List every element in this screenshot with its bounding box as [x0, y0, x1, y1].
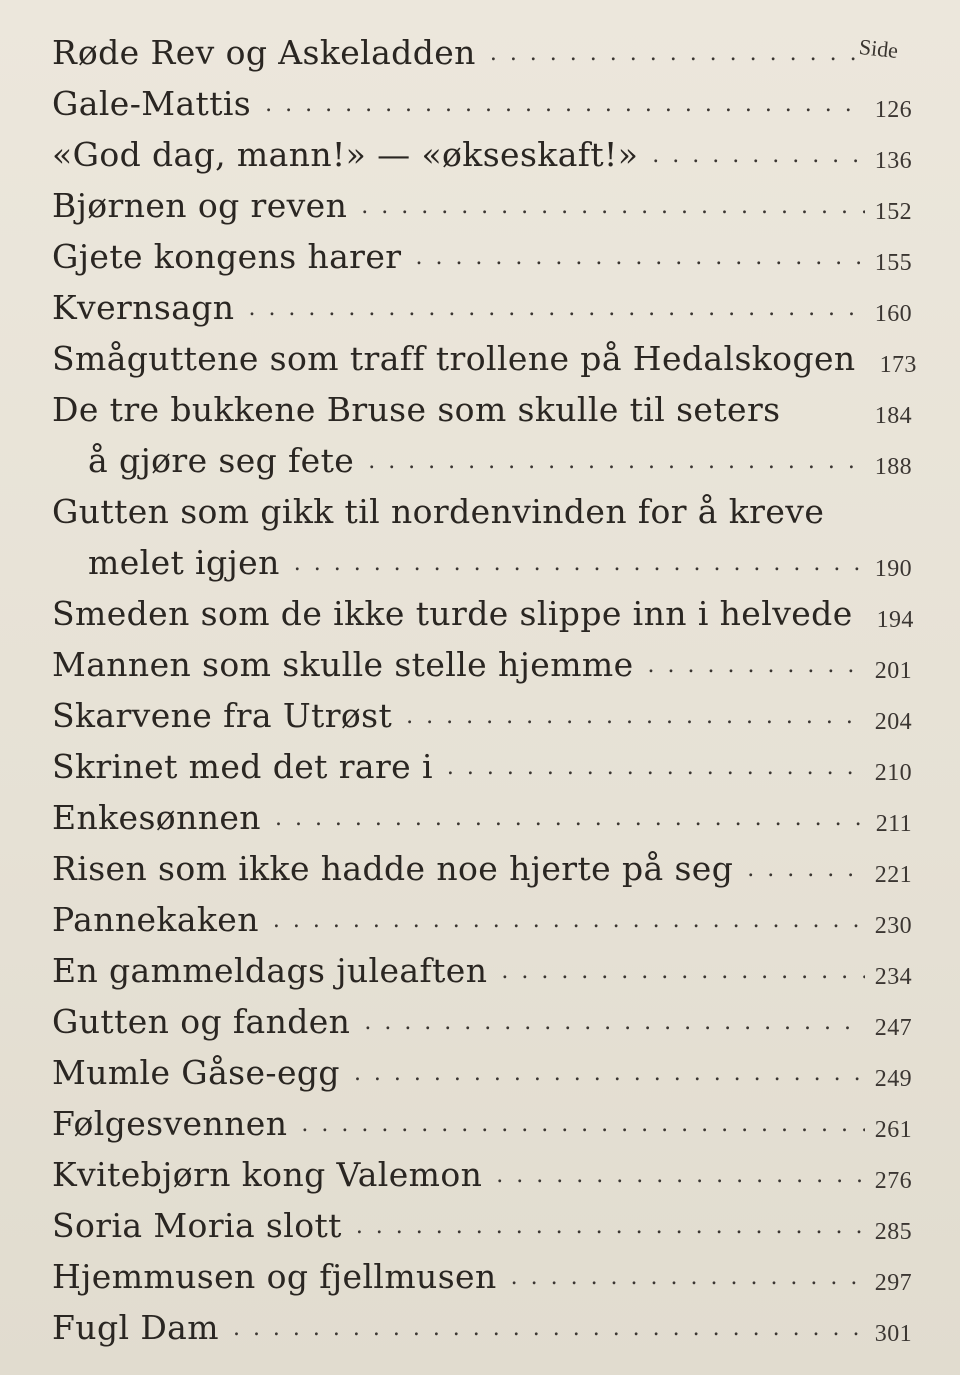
leader-dots [406, 706, 865, 728]
entry-title: Gutten og fanden [52, 1002, 351, 1041]
entry-title: Kvernsagn [52, 288, 235, 327]
entry-page: 247 [874, 1015, 912, 1041]
leader-dots [496, 1165, 865, 1187]
toc-entry [52, 481, 912, 532]
toc-entry [52, 838, 912, 889]
entry-title: Gutten som gikk til nordenvinden for å kreve [52, 492, 825, 531]
entry-page: 230 [874, 913, 912, 939]
entry-page: 285 [874, 1219, 912, 1245]
toc-entry [52, 532, 912, 583]
toc-entry [52, 787, 912, 838]
leader-dots [511, 1267, 865, 1289]
entry-title: Røde Rev og Askeladden [52, 33, 476, 72]
leader-dots [273, 910, 865, 932]
toc-entry [52, 430, 912, 481]
entry-page: 234 [874, 964, 912, 990]
leader-dots [354, 1063, 865, 1085]
leader-dots [415, 247, 864, 269]
entry-page: 155 [874, 250, 912, 276]
entry-page: 201 [874, 658, 912, 684]
entry-title: Pannekaken [52, 900, 259, 939]
entry-title: Småguttene som traff trollene på Hedalskogen [52, 339, 856, 378]
entry-page: 249 [874, 1066, 912, 1092]
entry-page: 211 [875, 811, 912, 837]
entry-title: Skarvene fra Utrøst [52, 696, 393, 735]
entry-title: Gale-Mattis [52, 84, 252, 123]
page-column-header: Side [857, 34, 900, 63]
leader-dots [368, 451, 865, 473]
entry-page: 173 [879, 352, 917, 378]
entry-title: å gjøre seg fete [88, 441, 355, 480]
entry-title: De tre bukkene Bruse som skulle til seters [52, 390, 781, 429]
entry-title: Skrinet med det rare i [52, 747, 433, 786]
entry-title: Fugl Dam [52, 1308, 219, 1347]
toc-entry [52, 1144, 912, 1195]
leader-dots [275, 808, 866, 830]
entry-page: 204 [874, 709, 912, 735]
entry-title: Mannen som skulle stelle hjemme [52, 645, 634, 684]
leader-dots [652, 145, 865, 167]
toc-entry [52, 1297, 912, 1348]
toc-entry [52, 124, 912, 175]
toc-entry [52, 583, 912, 634]
leader-dots [490, 43, 866, 65]
entry-title: Risen som ikke hadde noe hjerte på seg [52, 849, 734, 888]
entry-title: Følgesvennen [52, 1104, 288, 1143]
entry-title: melet igjen [88, 543, 280, 582]
leader-dots [294, 553, 865, 575]
toc-entry [52, 736, 912, 787]
entry-title: Enkesønnen [52, 798, 261, 837]
entry-title: Hjemmusen og fjellmusen [52, 1257, 497, 1296]
leader-dots [501, 961, 864, 983]
entry-page: 221 [874, 862, 912, 888]
table-of-contents [52, 22, 917, 1348]
leader-dots [364, 1012, 864, 1034]
entry-title: Bjørnen og reven [52, 186, 348, 225]
leader-dots [447, 757, 865, 779]
entry-page: 126 [874, 97, 912, 123]
entry-page: 190 [874, 556, 912, 582]
toc-entry [52, 73, 912, 124]
toc-entry [52, 1195, 912, 1246]
entry-title: En gammeldags juleaften [52, 951, 488, 990]
entry-title: Soria Moria slott [52, 1206, 342, 1245]
entry-page: 261 [874, 1117, 912, 1143]
toc-entry [52, 328, 917, 379]
entry-page: 297 [874, 1270, 912, 1296]
entry-page: 184 [874, 403, 912, 429]
toc-entry [52, 1042, 912, 1093]
entry-title: Mumle Gåse-egg [52, 1053, 340, 1092]
toc-entry [52, 226, 912, 277]
toc-entry [52, 379, 912, 430]
entry-title: Kvitebjørn kong Valemon [52, 1155, 483, 1194]
toc-entry [52, 22, 912, 73]
entry-page: 194 [876, 607, 914, 633]
leader-dots [361, 196, 865, 218]
leader-dots [356, 1216, 865, 1238]
toc-entry [52, 1246, 912, 1297]
leader-dots [648, 655, 865, 677]
leader-dots [233, 1318, 865, 1340]
entry-page: 276 [874, 1168, 912, 1194]
toc-entry [52, 634, 912, 685]
toc-entry [52, 175, 912, 226]
toc-entry [52, 889, 912, 940]
entry-page: 188 [874, 454, 912, 480]
leader-dots [747, 859, 865, 881]
toc-entry [52, 991, 912, 1042]
entry-title: Smeden som de ikke turde slippe inn i helvede [52, 594, 853, 633]
leader-dots [265, 94, 865, 116]
entry-title: Gjete kongens harer [52, 237, 402, 276]
entry-page: 152 [874, 199, 912, 225]
leader-dots [248, 298, 864, 320]
toc-entry [52, 685, 912, 736]
toc-entry [52, 277, 912, 328]
entry-page: 210 [874, 760, 912, 786]
leader-dots [301, 1114, 864, 1136]
entry-page: 160 [874, 301, 912, 327]
toc-entry [52, 1093, 912, 1144]
entry-page: 301 [874, 1321, 912, 1347]
entry-title: «God dag, mann!» — «økseskaft!» [52, 135, 639, 174]
entry-page: 136 [874, 148, 912, 174]
toc-entry [52, 940, 912, 991]
